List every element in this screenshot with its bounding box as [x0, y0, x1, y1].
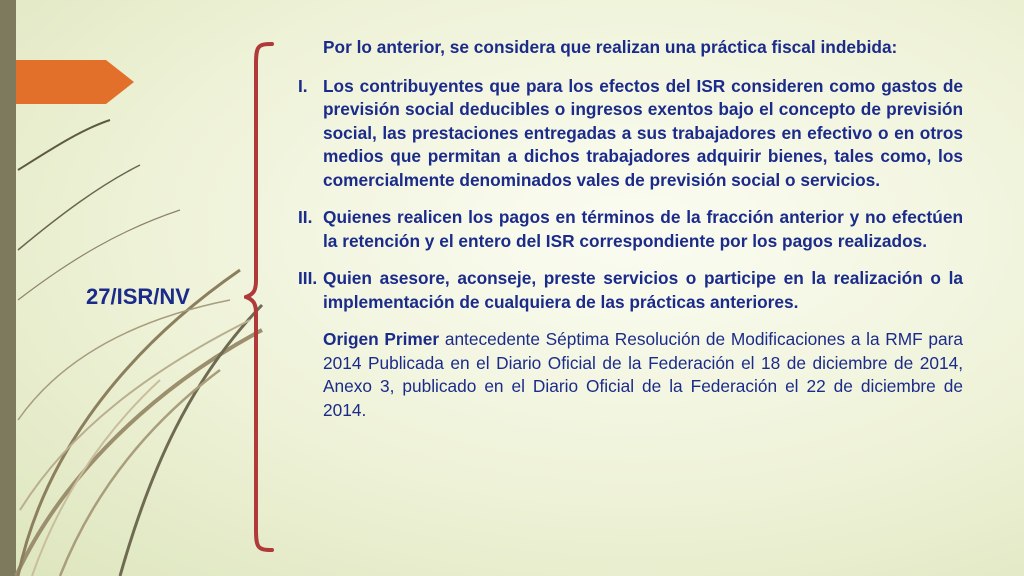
- rule-code-label: 27/ISR/NV: [86, 284, 190, 309]
- item-number: III.: [298, 268, 318, 288]
- content-panel: [298, 36, 963, 422]
- item-text: Quienes realicen los pagos en términos de la fracción anterior y no efectúen la retención y el entero del ISR correspondiente por los pagos realizados.: [323, 207, 963, 251]
- origin-paragraph: [298, 328, 963, 422]
- item-text: Quien asesore, aconseje, preste servicios o participe en la realización o la implementación de cualquiera de las prácticas anteriores.: [323, 268, 963, 312]
- list-item: [298, 267, 963, 314]
- list-item: [298, 206, 963, 253]
- origin-bold-label: Origen Primer: [323, 329, 440, 349]
- item-text: Los contribuyentes que para los efectos del ISR consideren como gastos de previsión social deducibles o ingresos exentos bajo el concepto de previsión social, las prestaciones entregadas a sus trabajadores en efectivo o en otros medios que permitan a dichos trabajadores adquirir bienes, tales como, los comercialmente denominados vales de previsión social o servicios.: [323, 75, 963, 190]
- intro-text: Por lo anterior, se considera que realizan una práctica fiscal indebida:: [323, 37, 898, 57]
- item-number: I.: [298, 75, 308, 96]
- item-number: II.: [298, 207, 313, 227]
- orange-arrow-tab: [0, 0, 140, 110]
- list-item: [298, 75, 963, 193]
- origin-text: antecedente Séptima Resolución de Modificaciones a la RMF para 2014 Publicada en el Diario Oficial de la Federación el 18 de diciembre de 2014, Anexo 3, publicado en el Diario Oficial de la Federación el 22 de diciembre de 2014.: [323, 329, 963, 420]
- left-bracket: [244, 40, 274, 554]
